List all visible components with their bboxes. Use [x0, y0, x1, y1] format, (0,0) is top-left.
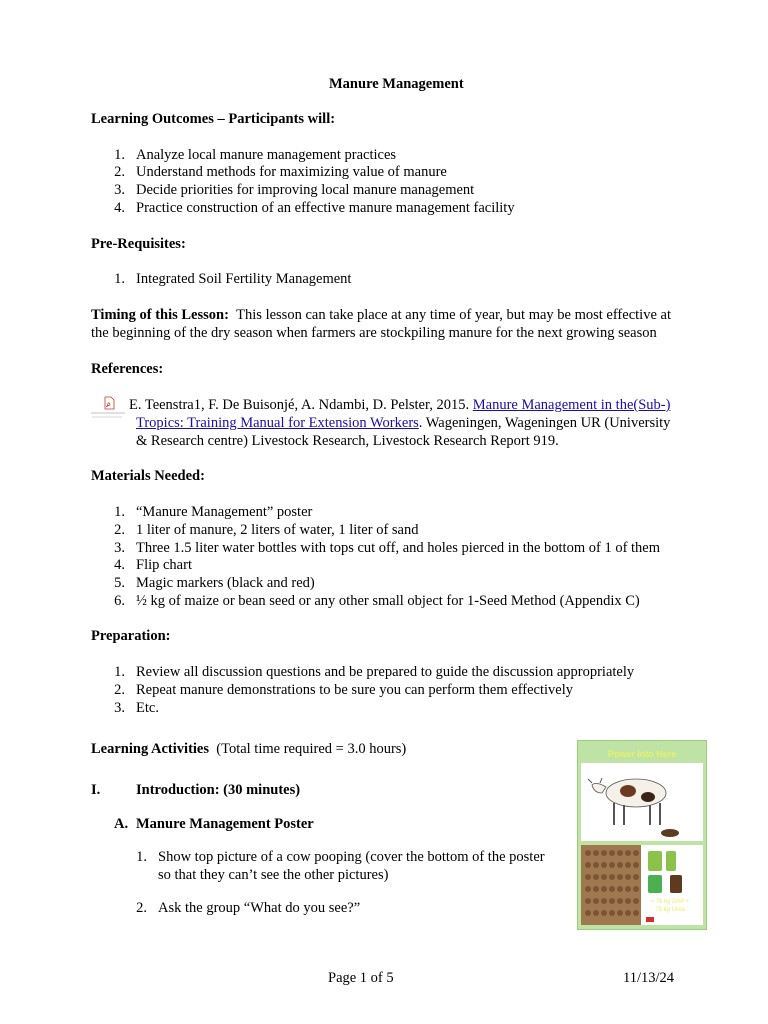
list-item: ½ kg of maize or bean seed or any other small object for 1-Seed Method (Appendix C) [136, 593, 640, 609]
list-item-number: 1. [114, 147, 125, 163]
prereq-heading: Pre-Requisites: [91, 236, 186, 252]
section-number: I. [91, 782, 101, 798]
poster-illustration [578, 741, 706, 929]
reference-link[interactable]: Manure Management in the(Sub-) [472, 397, 671, 413]
list-item-number: 4. [114, 557, 125, 573]
list-item-number: 1. [114, 504, 125, 520]
pdf-file-icon[interactable] [90, 396, 126, 422]
poster-caption-2: 75 kg Urea [655, 907, 685, 913]
list-item: Three 1.5 liter water bottles with tops cut off, and holes pierced in the bottom of 1 of them [136, 540, 661, 556]
list-item: Understand methods for maximizing value of manure [136, 164, 447, 180]
list-item-number: 3. [114, 540, 125, 556]
activities-note: (Total time required = 3.0 hours) [216, 741, 407, 757]
list-item-number: 2. [114, 164, 125, 180]
poster-caption: = 75 kg DAP + [650, 899, 690, 905]
materials-heading: Materials Needed: [91, 468, 205, 484]
timing-text: This lesson can take place at any time of year, but may be most effective at [236, 307, 671, 323]
reference-line-3: & Research centre) Livestock Research, Livestock Research Report 919. [136, 433, 559, 449]
step-number: 2. [136, 900, 147, 916]
list-item: Etc. [136, 700, 159, 716]
list-item: Practice construction of an effective manure management facility [136, 200, 515, 216]
section-title: Introduction: (30 minutes) [136, 782, 301, 798]
outcomes-heading: Learning Outcomes – Participants will: [91, 111, 336, 127]
step-number: 1. [136, 849, 147, 865]
step-text: Ask the group “What do you see?” [158, 900, 361, 916]
step-text: Show top picture of a cow pooping (cover the bottom of the poster [158, 849, 545, 865]
list-item-number: 3. [114, 182, 125, 198]
reference-authors: E. Teenstra1, F. De Buisonjé, A. Ndambi, D. Pelster, 2015. [129, 397, 473, 413]
list-item-number: 1. [114, 271, 125, 287]
references-heading: References: [91, 361, 164, 377]
activities-line [91, 740, 406, 758]
page-number: Page 1 of 5 [328, 970, 394, 986]
list-item-number: 1. [114, 664, 125, 680]
reference-link-continued[interactable]: Tropics: Training Manual for Extension Workers [136, 415, 419, 431]
list-item-number: 2. [114, 682, 125, 698]
list-item-number: 4. [114, 200, 125, 216]
list-item-number: 3. [114, 700, 125, 716]
reference-line-1 [129, 396, 670, 414]
timing-label: Timing of this Lesson: [91, 307, 229, 323]
list-item-number: 6. [114, 593, 125, 609]
list-item: Analyze local manure management practices [136, 147, 397, 163]
list-item-number: 2. [114, 522, 125, 538]
list-item: 1 liter of manure, 2 liters of water, 1 liter of sand [136, 522, 419, 538]
list-item: “Manure Management” poster [136, 504, 313, 520]
subsection-title: Manure Management Poster [136, 816, 314, 832]
activities-heading: Learning Activities [91, 741, 210, 757]
poster-title: Power Into Here [607, 749, 677, 759]
preparation-heading: Preparation: [91, 628, 171, 644]
reference-line-2 [136, 414, 670, 432]
list-item: Repeat manure demonstrations to be sure you can perform them effectively [136, 682, 573, 698]
timing-line-1 [91, 306, 671, 324]
list-item: Review all discussion questions and be prepared to guide the discussion appropriately [136, 664, 635, 680]
subsection-letter: A. [114, 816, 129, 832]
list-item: Decide priorities for improving local manure management [136, 182, 475, 198]
timing-line-2: the beginning of the dry season when farmers are stockpiling manure for the next growing season [91, 325, 657, 341]
list-item: Integrated Soil Fertility Management [136, 271, 352, 287]
footer-date: 11/13/24 [623, 970, 675, 986]
reference-publisher: . Wageningen, Wageningen UR (University [418, 415, 671, 431]
step-text-continued: so that they can’t see the other pictures) [158, 867, 389, 883]
page-title: Manure Management [329, 76, 464, 92]
list-item: Magic markers (black and red) [136, 575, 315, 591]
list-item-number: 5. [114, 575, 125, 591]
list-item: Flip chart [136, 557, 192, 573]
manure-poster-image [577, 740, 707, 930]
